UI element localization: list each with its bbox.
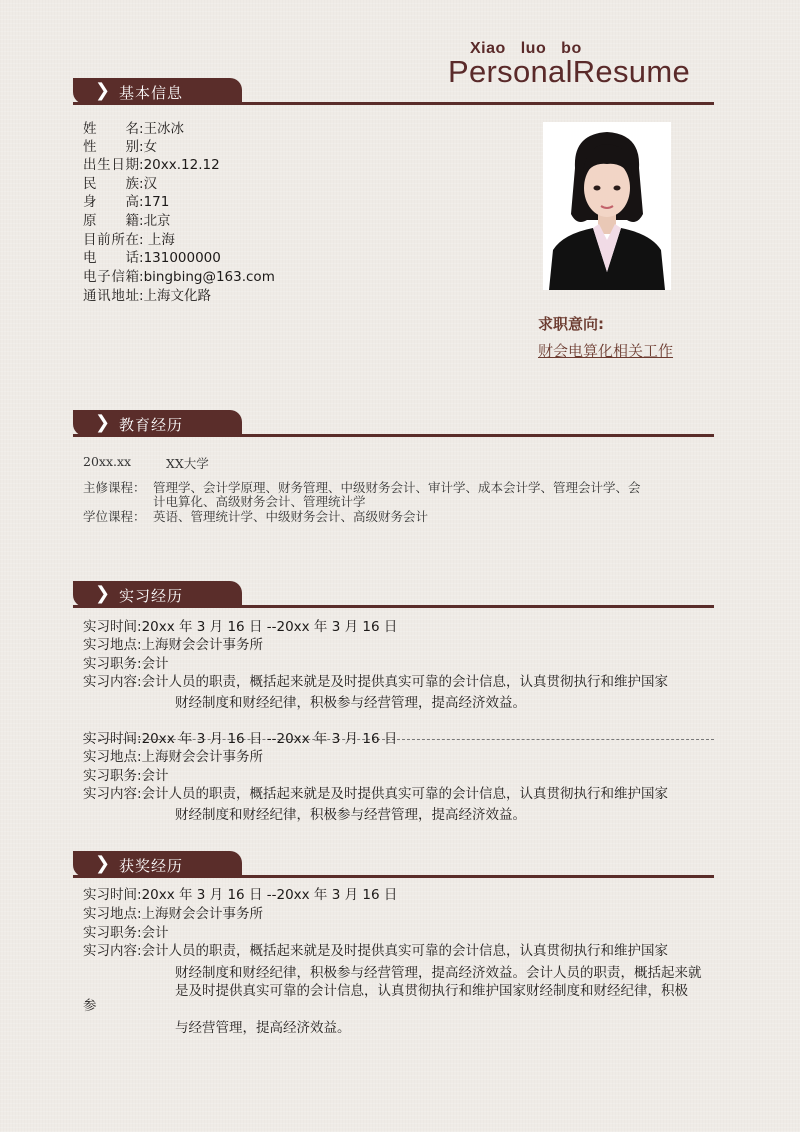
info-value: 131000000: [143, 250, 221, 266]
section-title: 实习经历: [119, 587, 184, 605]
section-header-internship: [73, 581, 714, 609]
internship-content-cont: 财经制度和财经纪律，积极参与经营管理，提高经济效益。: [175, 695, 526, 711]
info-value: 上海文化路: [143, 288, 212, 304]
info-value: 20xx.12.12: [143, 157, 220, 173]
info-value: 王冰冰: [143, 121, 185, 137]
education-date: 20xx.xx: [83, 454, 132, 469]
section-header-basic: [73, 78, 714, 106]
chevron-right-icon: ❯: [95, 583, 111, 604]
info-row-height: 身 高:171: [83, 194, 170, 210]
portrait-icon: [543, 122, 671, 290]
chevron-right-icon: ❯: [95, 412, 111, 433]
internship-role: 实习职务:会计: [83, 768, 169, 784]
major-courses-line1: 管理学、会计学原理、财务管理、中级财务会计、审计学、成本会计学、管理会计学、会: [153, 480, 641, 495]
info-value: 上海: [143, 232, 175, 248]
education-school: XX大学: [166, 456, 209, 471]
info-value: 汉: [143, 176, 158, 192]
internship-time: 实习时间:20xx 年 3 月 16 日 --20xx 年 3 月 16 日: [83, 731, 398, 747]
chevron-right-icon: ❯: [95, 853, 111, 874]
job-intent-value: 财会电算化相关工作: [538, 342, 674, 360]
award-place: 实习地点:上海财会会计事务所: [83, 906, 264, 922]
internship-content-cont: 财经制度和财经纪律，积极参与经营管理，提高经济效益。: [175, 807, 526, 823]
award-content-line5: 与经营管理，提高经济效益。: [175, 1020, 351, 1036]
info-label: 出生日期: [83, 157, 139, 173]
info-label: 身 高: [83, 194, 139, 210]
info-value: bingbing@163.com: [143, 269, 275, 285]
info-row-location: 目前所在: 上海: [83, 232, 175, 248]
info-label: 民 族: [83, 176, 139, 192]
degree-courses-value: 英语、管理统计学、中级财务会计、高级财务会计: [153, 509, 429, 524]
info-row-ethnicity: 民 族:汉: [83, 176, 158, 192]
degree-courses-label: 学位课程：: [83, 509, 146, 524]
info-row-name: 姓 名:王冰冰: [83, 121, 185, 137]
info-label: 性 别: [83, 139, 139, 155]
internship-content: 实习内容:会计人员的职责，概括起来就是及时提供真实可靠的会计信息，认真贯彻执行和维护国家: [83, 786, 669, 802]
award-content: 实习内容:会计人员的职责，概括起来就是及时提供真实可靠的会计信息，认真贯彻执行和维护国家: [83, 943, 669, 959]
info-value: 171: [143, 194, 170, 210]
info-label: 通讯地址: [83, 288, 139, 304]
info-label: 电 话: [83, 250, 139, 266]
section-header-education: [73, 410, 714, 438]
info-row-address: 通讯地址:上海文化路: [83, 288, 212, 304]
info-row-gender: 性 别:女: [83, 139, 158, 155]
info-label: 姓 名: [83, 121, 139, 137]
section-title: 获奖经历: [119, 857, 184, 875]
info-label: 原 籍: [83, 213, 139, 229]
info-value: 女: [143, 139, 158, 155]
internship-role: 实习职务:会计: [83, 656, 169, 672]
award-content-line3: 是及时提供真实可靠的会计信息，认真贯彻执行和维护国家财经制度和财经纪律，积极: [175, 983, 688, 999]
internship-content: 实习内容:会计人员的职责，概括起来就是及时提供真实可靠的会计信息，认真贯彻执行和维护国家: [83, 674, 669, 690]
section-title: 教育经历: [119, 416, 184, 434]
internship-place: 实习地点:上海财会会计事务所: [83, 637, 264, 653]
info-row-phone: 电 话:131000000: [83, 250, 221, 266]
profile-photo: [543, 122, 671, 290]
brand-title: PersonalResume: [448, 54, 690, 89]
internship-time: 实习时间:20xx 年 3 月 16 日 --20xx 年 3 月 16 日: [83, 619, 398, 635]
section-header-awards: [73, 851, 714, 879]
info-row-email: 电子信箱:bingbing@163.com: [83, 269, 275, 285]
major-courses-line2: 计电算化、高级财务会计、管理统计学: [153, 494, 366, 509]
info-row-origin: 原 籍:北京: [83, 213, 171, 229]
brand-name: Xiao luo bo: [470, 40, 582, 57]
info-row-birth: 出生日期:20xx.12.12: [83, 157, 220, 173]
job-intent-label: 求职意向:: [538, 315, 604, 333]
major-courses-label: 主修课程：: [83, 480, 146, 495]
award-role: 实习职务:会计: [83, 925, 169, 941]
info-label: 电子信箱: [83, 269, 139, 285]
award-content-line4: 参: [83, 998, 97, 1014]
award-time: 实习时间:20xx 年 3 月 16 日 --20xx 年 3 月 16 日: [83, 887, 398, 903]
internship-place: 实习地点:上海财会会计事务所: [83, 749, 264, 765]
info-label: 目前所在: [83, 232, 139, 248]
award-content-line2: 财经制度和财经纪律，积极参与经营管理，提高经济效益。会计人员的职责，概括起来就: [175, 965, 702, 981]
section-title: 基本信息: [119, 84, 184, 102]
info-value: 北京: [143, 213, 171, 229]
chevron-right-icon: ❯: [95, 80, 111, 101]
